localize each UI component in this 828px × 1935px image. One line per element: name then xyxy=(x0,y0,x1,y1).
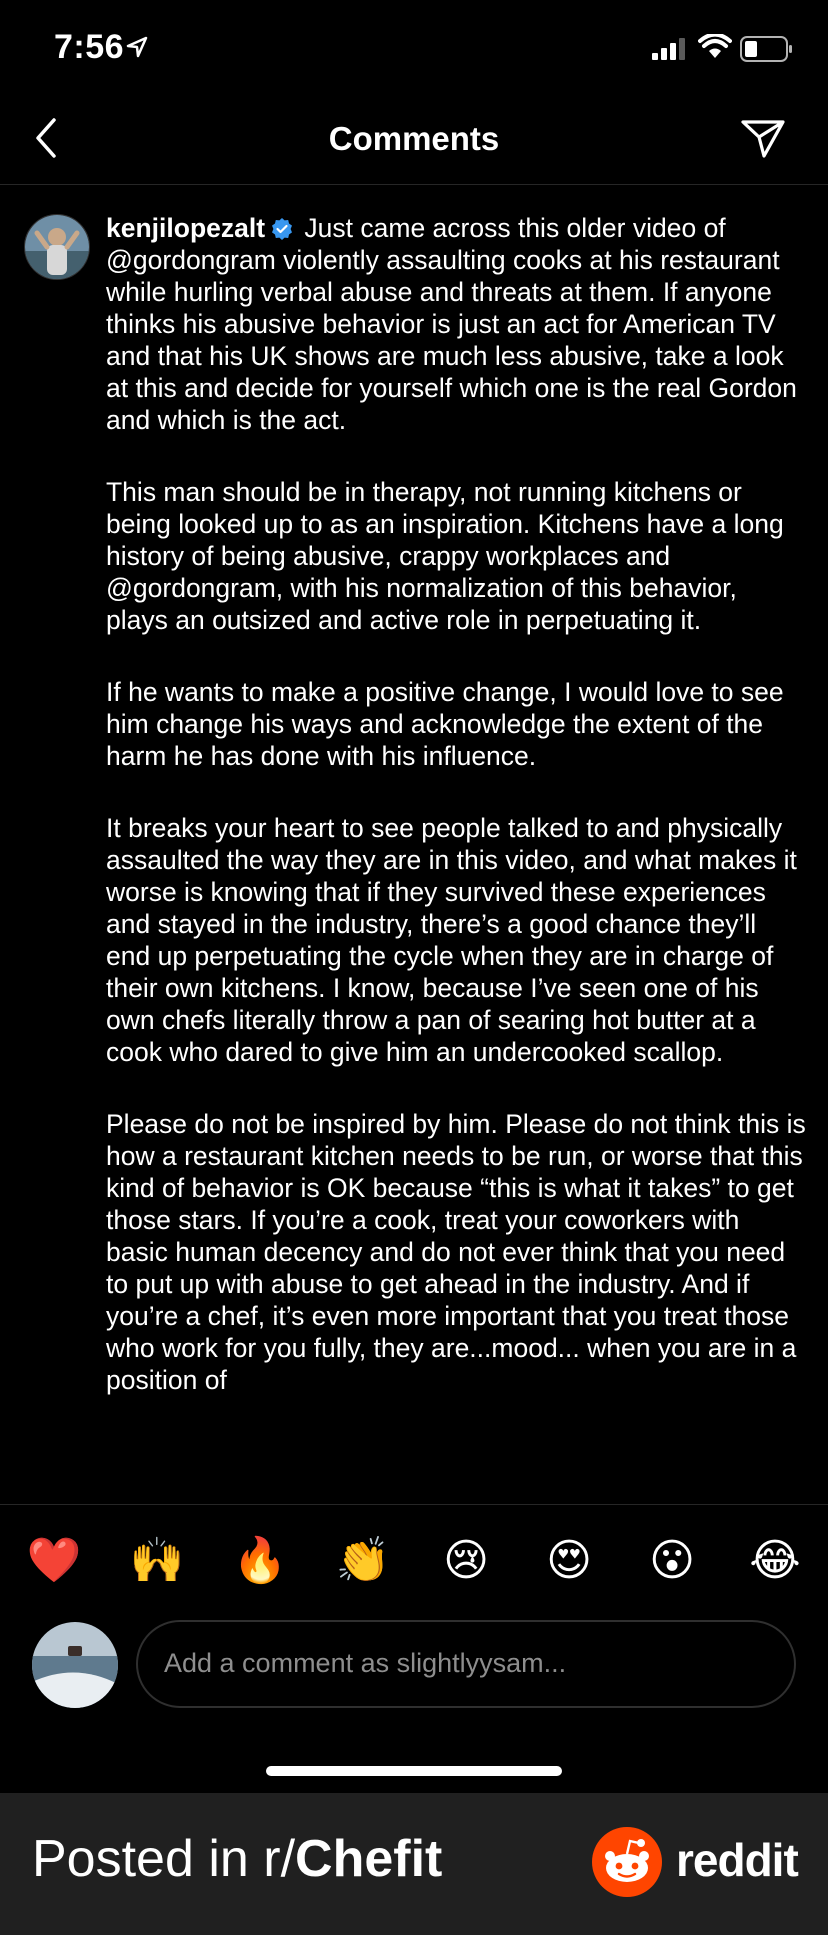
verified-badge-icon xyxy=(271,218,293,240)
subreddit-name[interactable]: Chefit xyxy=(295,1830,443,1888)
comment-paragraph-3: If he wants to make a positive change, I would love to see him change his ways and acknowledge the extent of the harm he has done with his influence. xyxy=(106,677,784,771)
emoji-fire[interactable]: 🔥 xyxy=(232,1535,288,1586)
wifi-icon xyxy=(698,34,732,60)
status-time: 7:56 xyxy=(54,28,125,66)
comment-body xyxy=(106,212,806,1436)
comment-username[interactable]: kenjilopezalt xyxy=(106,213,266,243)
emoji-tears-of-joy[interactable]: 😂 xyxy=(749,1535,801,1586)
emoji-crying-face[interactable]: 😢 xyxy=(443,1535,489,1586)
comment-paragraph-2: This man should be in therapy, not running kitchens or being looked up to as an inspiration. Kitchens have a long history of being abusive, crappy workplaces and @gordongram, with his normalization of this behavior, plays an outsized and active role in perpetuating it. xyxy=(106,477,784,635)
comment-input-placeholder: Add a comment as slightlyysam... xyxy=(164,1648,567,1678)
emoji-reaction-bar xyxy=(0,1504,828,1615)
emoji-heart-eyes[interactable]: 😍 xyxy=(546,1535,592,1586)
reddit-snoo-icon xyxy=(592,1827,662,1897)
comment-paragraph-4: It breaks your heart to see people talked to and physically assaulted the way they are in this video, and what makes it worse is knowing that if they survived these experiences and stayed in the industry, there’s a good chance they’ll end up perpetuating the cycle when they are in charge of their own kitchens. I know, because I’ve seen one of his own chefs literally throw a pan of searing hot butter at a cook who dared to give him an undercooked scallop. xyxy=(106,813,797,1067)
posted-in-prefix: Posted in r/ xyxy=(32,1830,296,1888)
comment-composer xyxy=(0,1614,828,1754)
emoji-surprised-face[interactable]: 😮 xyxy=(649,1535,695,1586)
comment-paragraph-5: Please do not be inspired by him. Please do not think this is how a restaurant kitchen needs to be run, or worse that this kind of behavior is OK because “this is what it takes” to get those stars. If you’re a cook, treat your coworkers with basic human decency and do not ever think that you need to put up with abuse to get ahead in the industry. And if you’re a chef, it’s even more important that you treat those who work for you fully, they are...mood... when you are in a position of xyxy=(106,1109,806,1395)
emoji-red-heart[interactable]: ❤️ xyxy=(26,1535,82,1586)
emoji-raising-hands[interactable]: 🙌 xyxy=(129,1535,185,1586)
comment-paragraph-1 xyxy=(106,212,806,436)
posted-in-label xyxy=(32,1829,442,1889)
status-bar xyxy=(0,0,828,100)
cellular-signal-icon xyxy=(652,38,688,60)
reddit-footer xyxy=(0,1793,828,1935)
send-direct-icon[interactable] xyxy=(740,118,786,160)
comment-text: Just came across this older video of @gordongram violently assaulting cooks at his restaurant while hurling verbal abuse and threats at them. If anyone thinks his abusive behavior is just an act for American TV and that his UK shows are much less abusive, take a look at this and decide for yourself which one is the real Gordon and which is the act. xyxy=(106,213,797,435)
comment-thread[interactable] xyxy=(0,184,828,1504)
home-indicator xyxy=(266,1766,562,1776)
emoji-clapping-hands[interactable]: 👏 xyxy=(335,1535,391,1586)
current-user-avatar[interactable] xyxy=(32,1622,118,1708)
comment-input[interactable] xyxy=(136,1620,796,1708)
header-bar xyxy=(0,100,828,185)
reddit-wordmark: reddit xyxy=(676,1834,798,1886)
location-arrow-icon xyxy=(126,36,148,58)
author-avatar[interactable] xyxy=(24,214,90,280)
battery-icon xyxy=(740,36,794,62)
page-title: Comments xyxy=(328,120,500,157)
